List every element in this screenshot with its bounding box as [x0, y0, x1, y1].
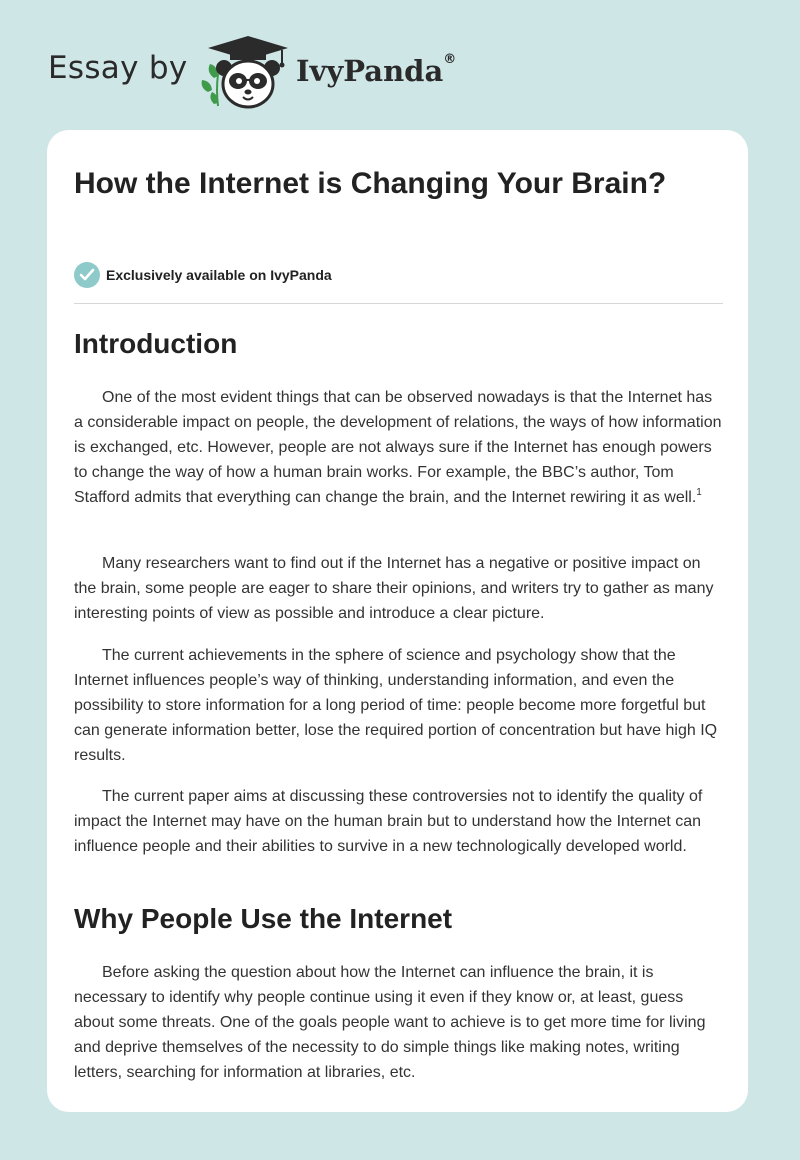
essay-title: How the Internet is Changing Your Brain? [74, 167, 667, 200]
essay-card [47, 130, 748, 1112]
essay-by-label: Essay by [48, 50, 188, 86]
footnote-ref[interactable]: 1 [696, 486, 702, 498]
paragraph: The current achievements in the sphere of science and psychology show that the Internet influences people’s way of thinking, understanding information, and even the possibility to store information for a long period of time: people become more forgetful but can generate information better, lose the required portion of concentration but have high IQ results. [74, 647, 718, 764]
section-heading-introduction: Introduction [74, 328, 238, 359]
panda-graduate-icon[interactable] [200, 34, 290, 110]
site-header [48, 30, 548, 110]
paragraph-text: One of the most evident things that can be observed nowadays is that the Internet has a considerable impact on people, the development of relations, the ways of how information is exchanged, etc. However, people are not always sure if the Internet has enough powers to change the way of how a human brain works. For example, the BBC’s author, Tom Stafford admits that everything can change the brain, and the Internet rewiring it as well. [74, 389, 722, 506]
registered-mark: ® [443, 52, 457, 67]
brand-text: IvyPanda [296, 54, 444, 88]
check-circle-icon [74, 262, 100, 288]
section-heading-why-people-use-the-internet: Why People Use the Internet [74, 903, 453, 934]
exclusive-label: Exclusively available on IvyPanda [106, 267, 332, 283]
exclusive-badge [74, 261, 332, 289]
brand-name[interactable] [296, 54, 456, 88]
paragraph: Many researchers want to find out if the Internet has a negative or positive impact on the brain, some people are eager to share their opinions, and writers try to gather as many interesting points of view as possible and introduce a clear picture. [74, 555, 714, 622]
title-divider [74, 303, 723, 304]
paragraph: Before asking the question about how the Internet can influence the brain, it is necessary to identify why people continue using it even if they know or, at least, guess about some threats. One of the goals people want to achieve is to get more time for living and deprive themselves of the necessity to do simple things like making notes, writing letters, searching for information at libraries, etc. [74, 964, 706, 1081]
paragraph [74, 385, 723, 510]
paragraph: The current paper aims at discussing these controversies not to identify the quality of impact the Internet may have on the human brain but to understand how the Internet can influence people and their abilities to survive in a new technologically developed world. [74, 788, 703, 855]
